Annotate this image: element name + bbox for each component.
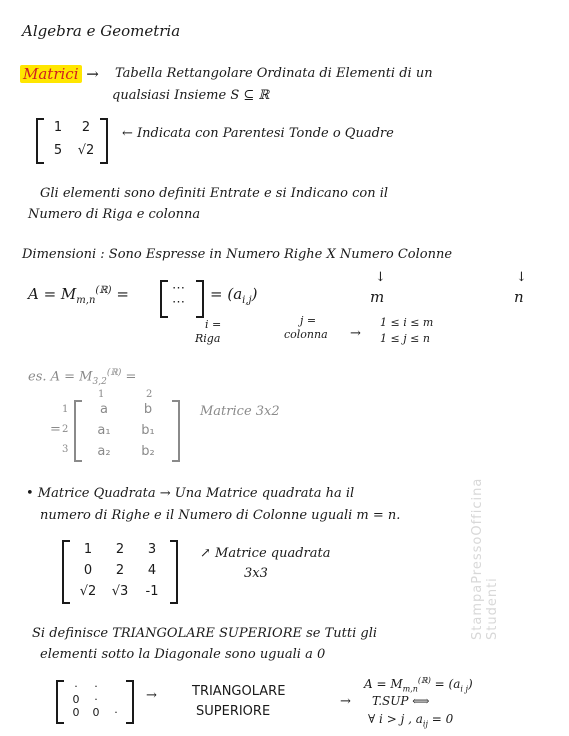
quadrata-line2: numero di Righe e il Numero di Colonne uguali m = n. — [40, 508, 401, 523]
triangolare-right-bracket — [126, 680, 134, 724]
down-arrow-icon: ↓ — [516, 270, 527, 285]
triangolare-arrow2: → — [340, 694, 351, 709]
row-index-3: 3 — [62, 444, 69, 455]
triangolare-arrow: → — [146, 688, 157, 703]
esempio-formula-text: A = M — [50, 369, 93, 385]
watermark: StampaPressoOfficina Studenti — [470, 477, 500, 640]
triangolare-label1: TRIANGOLARE — [192, 684, 286, 699]
quadrata-right-bracket — [170, 540, 178, 604]
cond3-end: = 0 — [431, 712, 454, 726]
row-index-1: 1 — [62, 404, 69, 415]
quadrata-cell: √3 — [111, 584, 129, 599]
triangolare-line2: elementi sotto la Diagonale sono uguali a 0 — [40, 647, 326, 662]
quadrata-left-bracket — [62, 540, 70, 604]
cond1-sup: (ℝ) — [417, 676, 431, 685]
aij-open: = (a — [210, 285, 243, 303]
matrix1-right-bracket — [100, 118, 108, 164]
quadrata-cell: 4 — [147, 563, 157, 578]
triangolare-cell — [106, 680, 126, 693]
triangolare-cell: · — [74, 680, 78, 693]
triangolare-cell: 0 — [72, 706, 80, 719]
quadrata-label1: ↗ Matrice quadrata — [200, 546, 331, 561]
triangolare-left-bracket — [56, 680, 64, 724]
formula-sub: m,n — [76, 295, 96, 306]
esempio-matrix — [82, 402, 170, 459]
quadrata-matrix — [72, 542, 168, 599]
aij-sub: i,j — [242, 295, 252, 306]
quadrata-cell: 0 — [83, 563, 93, 578]
matrix1-cell: 2 — [81, 120, 91, 135]
range-arrow: → — [350, 326, 361, 341]
triangolare-cell: · — [114, 706, 118, 719]
n-label: n — [514, 288, 524, 306]
triangolare-cell — [106, 693, 126, 706]
aij-close: ) — [251, 285, 258, 303]
esempio-sub: 3,2 — [92, 376, 107, 387]
esempio-left-bracket — [74, 400, 82, 462]
esempio-cell: b₂ — [141, 444, 155, 459]
formula-left: A = M — [28, 285, 77, 303]
triangolare-cell: · — [94, 680, 98, 693]
quadrata-cell: -1 — [145, 584, 159, 599]
triangolare-cell: 0 — [72, 693, 80, 706]
aij-formula — [210, 285, 257, 306]
page-title: Algebra e Geometria — [22, 22, 181, 40]
esempio-formula — [28, 368, 136, 387]
esempio-sup: (ℝ) — [106, 368, 122, 378]
matrix1-cell: 5 — [53, 143, 63, 158]
triangolare-cell: · — [94, 693, 98, 706]
esempio-cell: a — [100, 402, 108, 417]
cond3-sub: ij — [422, 719, 428, 729]
m-label: m — [370, 288, 385, 306]
quadrata-cell: 1 — [83, 542, 93, 557]
matrici-definition-line1: Tabella Rettangolare Ordinata di Elementi di un — [115, 66, 433, 81]
dots-left-bracket — [160, 280, 168, 318]
dimensioni-line: Dimensioni : Sono Espresse in Numero Righe X Numero Colonne — [22, 247, 453, 262]
matrix1 — [44, 120, 100, 158]
esempio-eq: = — [125, 369, 137, 385]
elements-line1: Gli elementi sono definiti Entrate e si Indicano con il — [40, 186, 389, 201]
triangolare-cell: 0 — [92, 706, 100, 719]
dots-row2: ⋯ — [172, 295, 185, 310]
esempio-cell: a₁ — [97, 423, 111, 438]
dots-right-bracket — [196, 280, 204, 318]
esempio-cell: b — [143, 402, 153, 417]
matrix1-cell: 1 — [53, 120, 63, 135]
esempio-left-eq: = — [50, 422, 61, 437]
triangolare-cond3 — [368, 712, 453, 728]
riga-label: Riga — [195, 332, 221, 345]
range-i: 1 ≤ i ≤ m — [380, 316, 434, 329]
cond3-text: ∀ i > j , a — [368, 712, 423, 726]
col-index-1: 1 — [98, 389, 105, 400]
matrici-highlight: Matrici — [20, 65, 82, 83]
formula-eq: = — [116, 285, 129, 303]
row-index-2: 2 — [62, 424, 69, 435]
col-index-2: 2 — [146, 389, 153, 400]
quadrata-line1: • Matrice Quadrata → Una Matrice quadrata ha il — [26, 486, 355, 501]
dimensioni-formula — [28, 285, 129, 306]
quadrata-cell: 3 — [147, 542, 157, 557]
cond1-sub2: i j — [460, 684, 468, 694]
quadrata-cell: 2 — [115, 542, 125, 557]
colonna-label: colonna — [284, 328, 328, 341]
matrici-definition-line2: qualsiasi Insieme S ⊆ ℝ — [112, 88, 270, 103]
cond1-close: ) — [467, 677, 473, 691]
matrix1-left-bracket — [36, 118, 44, 164]
j-label: j = — [300, 314, 317, 327]
formula-sup: (ℝ) — [95, 285, 112, 296]
cond1-text: A = M — [364, 677, 403, 691]
esempio-right-bracket — [172, 400, 180, 462]
esempio-label: Matrice 3x2 — [200, 404, 280, 419]
elements-line2: Numero di Riga e colonna — [28, 207, 201, 222]
triangolare-matrix — [66, 680, 126, 719]
triangolare-cond2: T.SUP ⟺ — [372, 694, 430, 708]
down-arrow-icon: ↓ — [375, 270, 386, 285]
triangolare-line1: Si definisce TRIANGOLARE SUPERIORE se Tutti gli — [32, 626, 378, 641]
quadrata-label2: 3x3 — [244, 566, 268, 581]
quadrata-cell: 2 — [115, 563, 125, 578]
i-label: i = — [205, 318, 222, 331]
dots-row1: ⋯ — [172, 281, 185, 296]
triangolare-label2: SUPERIORE — [196, 704, 271, 719]
matrici-arrow: → — [86, 65, 99, 83]
range-j: 1 ≤ j ≤ n — [380, 332, 430, 345]
quadrata-cell: √2 — [79, 584, 97, 599]
triangolare-cond1 — [364, 676, 473, 693]
cond1-end: = (a — [434, 677, 461, 691]
brackets-note: ← Indicata con Parentesi Tonde o Quadre — [122, 126, 394, 141]
matrix1-cell: √2 — [77, 143, 95, 158]
esempio-cell: b₁ — [141, 423, 155, 438]
esempio-cell: a₂ — [97, 444, 111, 459]
cond1-sub: m,n — [402, 684, 418, 694]
esempio-prefix: es. — [28, 369, 47, 385]
matrici-term — [20, 65, 99, 83]
